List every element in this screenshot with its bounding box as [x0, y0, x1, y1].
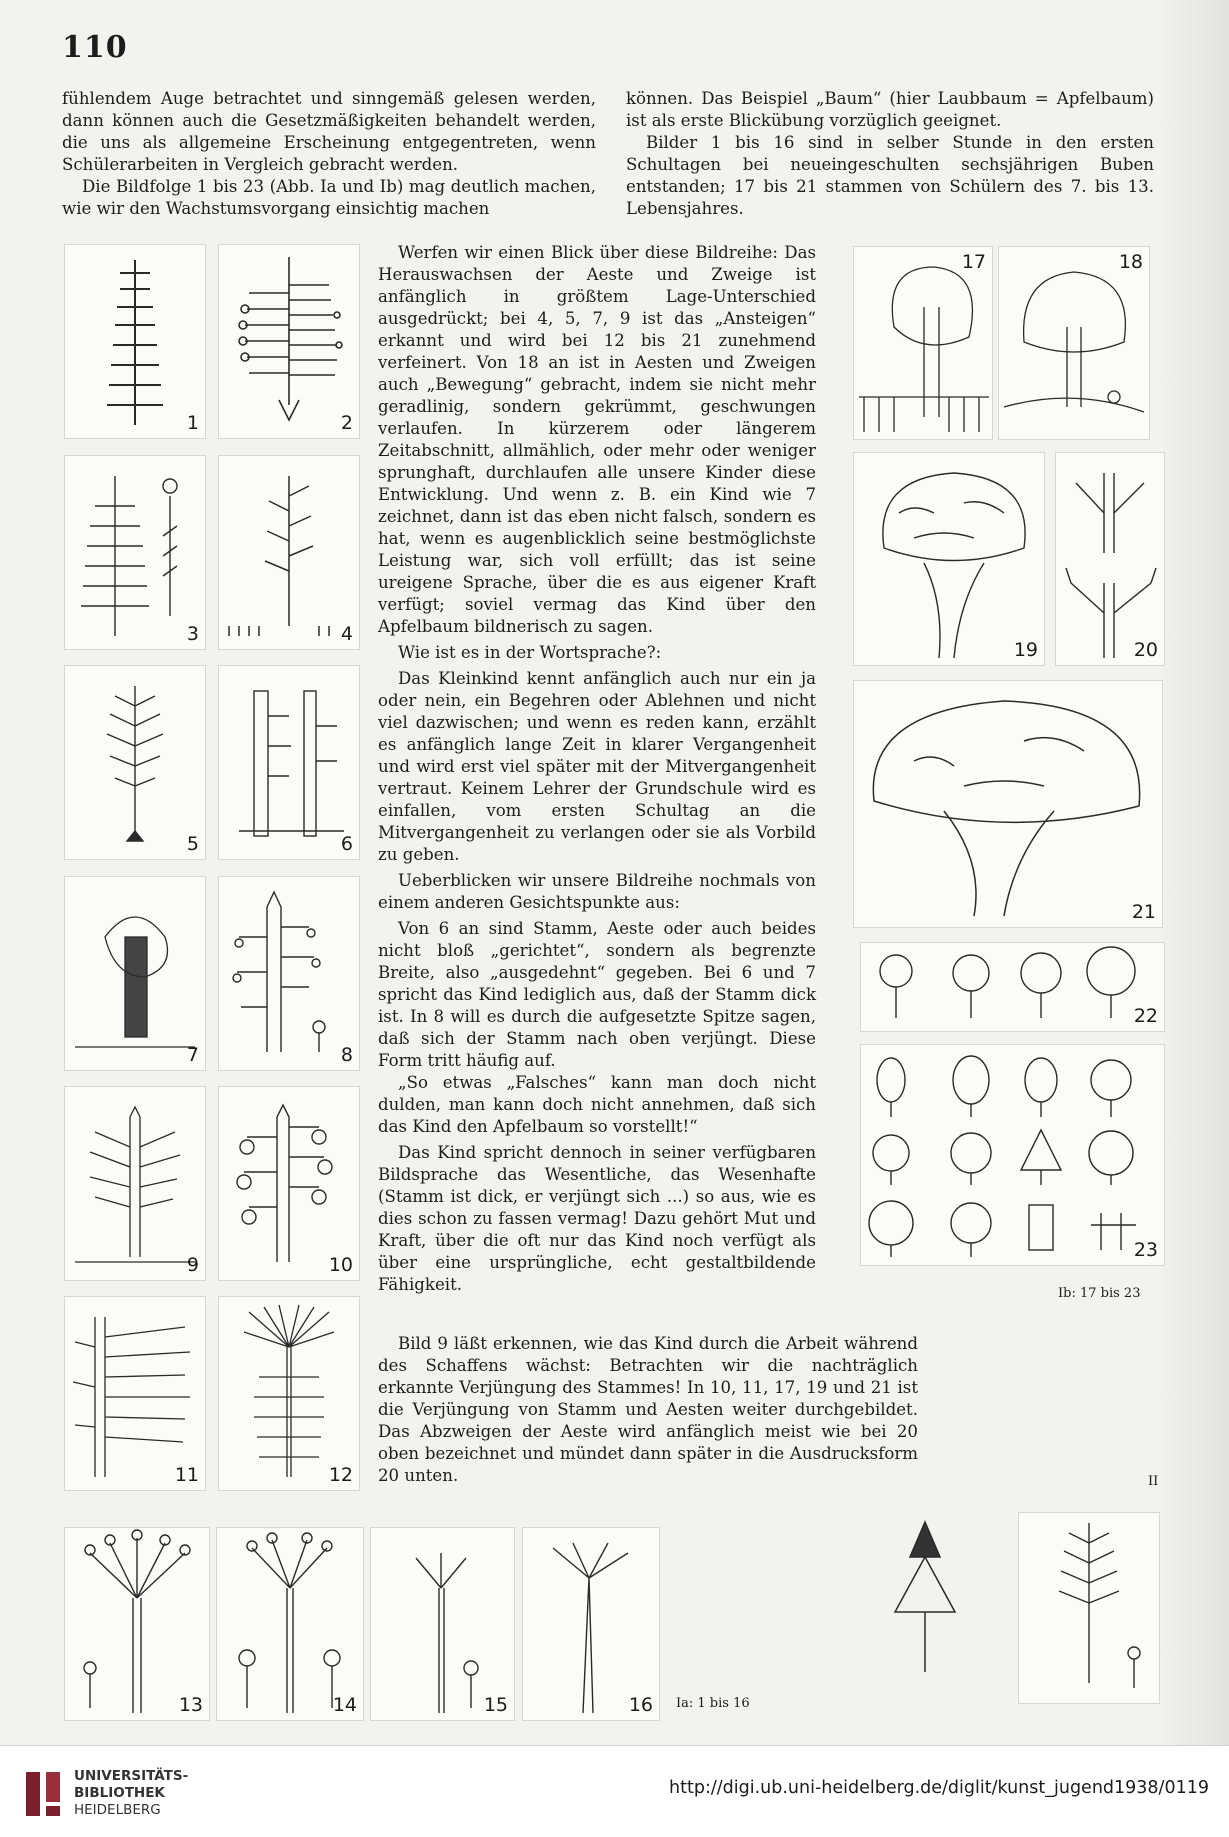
tree-drawing [219, 245, 359, 438]
figure-number: 16 [628, 1694, 653, 1716]
lower-paragraph: Bild 9 läßt erkennen, wie das Kind durch die Arbeit während des Schaffens wächst: Betrachten wir die nachträglich erkannte Verjüngung des Stammes! In 10, 11, 17, 19 und 21 ist die Verjüngung von Stamm und Aesten weiter durchgebildet. Das Abzweigen der Aeste wird anfänglich meist wie bei 20 oben bezeichnet und mündet dann später in die Ausdrucksform 20 unten. [378, 1334, 918, 1485]
tree-drawing [219, 1297, 359, 1490]
figure-8 [218, 876, 360, 1071]
figure-22 [860, 942, 1165, 1032]
tree-drawing [371, 1528, 514, 1720]
figure-number: 11 [174, 1464, 199, 1486]
main-paragraph: Werfen wir einen Blick über diese Bildreihe: Das Herauswachsen der Aeste und Zweige ist anfänglich in größtem Lage-Unterschied ausgedrückt; bei 4, 5, 7, 9 ist das „Ansteigen“ erkannt und wird bei 12 bis 21 zunehmend verfeinert. Von 18 an ist in Aesten und Zweigen auch „Bewegung“ gebracht, indem sie nicht mehr geradlinig, sondern gekrümmt, geschwungen verlaufen. In kürzerem oder längerem Zeitabschnitt, allmählich, oder mehr oder weniger sprunghaft, durchlaufen alle unsere Kinder diese Entwicklung. Und wenn z. B. ein Kind wie 7 zeichnet, dann ist das eben nicht falsch, sondern es hat, wenn es augenblicklich seine bestmöglichste Leistung war, sich voll erfüllt; das ist seine ureigene Sprache, über die es aus eigener Kraft verfügt; soviel vermag das Kind über den Apfelbaum bildnerisch zu sagen. [378, 243, 816, 636]
figure-fir-tree [870, 1512, 980, 1682]
tree-drawing [65, 1528, 209, 1720]
main-paragraph: Von 6 an sind Stamm, Aeste oder auch beides nicht bloß „gerichtet“, sondern als begrenzte Breite, also „ausgedehnt“ gegeben. Bei 6 und 7 spricht das Kind lediglich aus, daß der Stamm dick ist. In 8 will es durch die aufgesetzte Spitze sagen, daß sich der Stamm nach oben verjüngt. Diese Form tritt häufig auf. [378, 919, 816, 1070]
figure-number: 4 [340, 623, 353, 645]
tree-drawing [1056, 453, 1164, 665]
figure-3 [64, 455, 206, 650]
page-number: 110 [62, 30, 128, 65]
figure-23 [860, 1044, 1165, 1266]
intro-right-paragraph: Bilder 1 bis 16 sind in selber Stunde in den ersten Schultagen bei neueingeschulten sechsjährigen Buben entstanden; 17 bis 21 stammen von Schülern des 7. bis 13. Lebensjahres. [626, 133, 1154, 218]
figure-number: 22 [1133, 1005, 1158, 1027]
figure-21 [853, 680, 1163, 928]
figure-1 [64, 244, 206, 439]
tree-drawing [861, 943, 1164, 1031]
figure-9 [64, 1086, 206, 1281]
intro-left-column [62, 88, 596, 220]
main-paragraph: Wie ist es in der Wortsprache?: [398, 643, 662, 662]
figure-number: 8 [340, 1044, 353, 1066]
intro-left-paragraph: Die Bildfolge 1 bis 23 (Abb. Ia und Ib) mag deutlich machen, wie wir den Wachstumsvorgang einsichtig machen [62, 177, 596, 218]
tree-drawing [861, 1045, 1164, 1265]
footer-bar [0, 1745, 1229, 1837]
lower-text-column [378, 1333, 918, 1487]
logo-line: BIBLIOTHEK [74, 1785, 165, 1801]
tree-drawing [999, 247, 1149, 439]
figure-number: 19 [1013, 639, 1038, 661]
figure-number: 18 [1118, 251, 1143, 273]
main-text-column [378, 242, 816, 1296]
figure-14 [216, 1527, 364, 1721]
tree-drawing [854, 453, 1044, 665]
tree-drawing [217, 1528, 363, 1720]
tree-drawing [65, 456, 205, 649]
tree-drawing [219, 1087, 359, 1280]
figure-20 [1055, 452, 1165, 666]
figure-number: 15 [483, 1694, 508, 1716]
figure-number: 7 [186, 1044, 199, 1066]
logo-line: HEIDELBERG [74, 1802, 161, 1818]
figure-number: 9 [186, 1254, 199, 1276]
figure-19 [853, 452, 1045, 666]
main-paragraph: „So etwas „Falsches“ kann man doch nicht dulden, man kann doch nicht annehmen, daß sich das Kind den Apfelbaum so vorstellt!“ [378, 1073, 816, 1136]
intro-left-paragraph: fühlendem Auge betrachtet und sinngemäß gelesen werden, dann können auch die Gesetzmäßigkeiten behandelt werden, die uns als allgemeine Erscheinung entgegentreten, wenn Schülerarbeiten in Vergleich gebracht werden. [62, 89, 596, 174]
figure-number: 21 [1131, 901, 1156, 923]
caption-ib: Ib: 17 bis 23 [1058, 1286, 1141, 1301]
main-paragraph: Ueberblicken wir unsere Bildreihe nochmals von einem anderen Gesichtspunkte aus: [378, 871, 816, 912]
figure-11 [64, 1296, 206, 1491]
figure-15 [370, 1527, 515, 1721]
tree-drawing [219, 456, 359, 649]
figure-number: 5 [186, 833, 199, 855]
main-paragraph: Das Kind spricht dennoch in seiner verfügbaren Bildsprache das Wesentliche, das Wesenhafte (Stamm ist dick, er verjüngt sich ...) so aus, wie es dies schon zu fassen vermag! Dazu gehört Mut und Kraft, über die oft nur das Kind noch verfügt als über eine ursprüngliche, echt gestaltbildende Fähigkeit. [378, 1143, 816, 1294]
figure-12 [218, 1296, 360, 1491]
figure-number: 12 [328, 1464, 353, 1486]
tree-drawing [219, 666, 359, 859]
figure-4 [218, 455, 360, 650]
tree-drawing [523, 1528, 659, 1720]
figure-number: 3 [186, 623, 199, 645]
tree-drawing [65, 245, 205, 438]
caption-ia: Ia: 1 bis 16 [676, 1696, 750, 1711]
figure-number: 13 [178, 1694, 203, 1716]
university-logo-icon [22, 1768, 66, 1820]
figure-number: 14 [332, 1694, 357, 1716]
figure-number: 2 [340, 412, 353, 434]
permalink-url[interactable]: http://digi.ub.uni-heidelberg.de/diglit/kunst_jugend1938/0119 [669, 1778, 1209, 1798]
figure-16 [522, 1527, 660, 1721]
figure-13 [64, 1527, 210, 1721]
figure-branch-tree [1018, 1512, 1160, 1704]
logo-line: UNIVERSITÄTS- [74, 1768, 189, 1784]
library-logo-text [74, 1768, 188, 1819]
figure-5 [64, 665, 206, 860]
page-edge-shadow [1159, 0, 1229, 1745]
tree-drawing [854, 247, 992, 439]
section-marker: II [1148, 1474, 1159, 1489]
figure-2 [218, 244, 360, 439]
figure-10 [218, 1086, 360, 1281]
figure-number: 20 [1133, 639, 1158, 661]
figure-number: 6 [340, 833, 353, 855]
tree-drawing [65, 1297, 205, 1490]
tree-drawing [65, 877, 205, 1070]
main-paragraph: Das Kleinkind kennt anfänglich auch nur ein ja oder nein, ein Begehren oder Ablehnen und nicht viel dazwischen; und wenn es reden kann, erzählt es anfänglich lange Zeit in klarer Vergangenheit und wird erst viel später mit der Mitvergangenheit vertraut. Keinem Lehrer der Grundschule wird es einfallen, vom ersten Schultag an die Mitvergangenheit zu verlangen oder sie als Vorbild zu geben. [378, 669, 816, 864]
figure-number: 1 [186, 412, 199, 434]
figure-number: 10 [328, 1254, 353, 1276]
figure-number: 17 [961, 251, 986, 273]
tree-drawing [65, 666, 205, 859]
figure-6 [218, 665, 360, 860]
branch-tree-drawing [1019, 1513, 1159, 1703]
figure-18 [998, 246, 1150, 440]
figure-7 [64, 876, 206, 1071]
tree-drawing [65, 1087, 205, 1280]
intro-right-column [626, 88, 1154, 220]
figure-number: 23 [1133, 1239, 1158, 1261]
fir-tree-drawing [870, 1512, 980, 1682]
tree-drawing [219, 877, 359, 1070]
intro-right-paragraph: können. Das Beispiel „Baum“ (hier Laubbaum = Apfelbaum) ist als erste Blickübung vorzüglich geeignet. [626, 89, 1154, 130]
tree-drawing [854, 681, 1162, 927]
figure-17 [853, 246, 993, 440]
